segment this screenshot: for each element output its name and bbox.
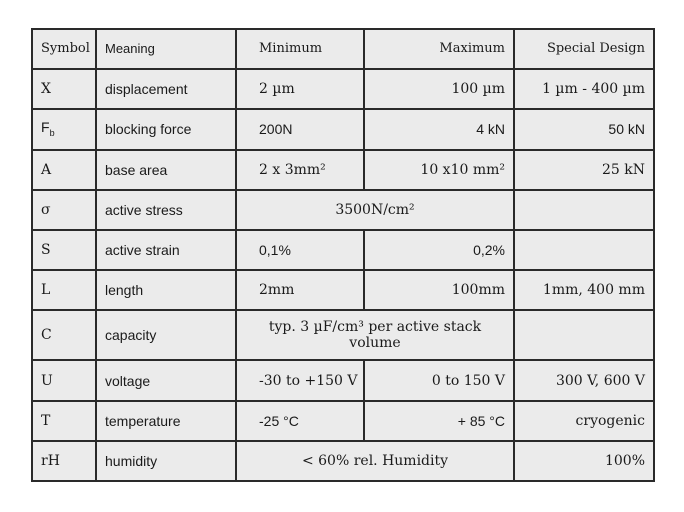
minimum-cell: 2mm bbox=[236, 270, 364, 310]
header-row bbox=[32, 29, 654, 69]
symbol-text: F bbox=[41, 118, 50, 135]
maximum-cell: 10 x10 mm² bbox=[364, 150, 514, 190]
header-symbol: Symbol bbox=[32, 29, 96, 69]
minimum-cell: -30 to +150 V bbox=[236, 360, 364, 400]
minimum-cell: -25 °C bbox=[236, 401, 364, 441]
table-row bbox=[32, 230, 654, 270]
symbol-cell: S bbox=[32, 230, 96, 270]
symbol-cell: σ bbox=[32, 190, 96, 230]
meaning-cell: active stress bbox=[96, 190, 236, 230]
special-design-cell: 25 kN bbox=[514, 150, 654, 190]
table-row bbox=[32, 69, 654, 109]
special-design-cell: cryogenic bbox=[514, 401, 654, 441]
table-row bbox=[32, 441, 654, 481]
minimum-cell: 0,1% bbox=[236, 230, 364, 270]
meaning-cell: base area bbox=[96, 150, 236, 190]
minimum-cell: 2 µm bbox=[236, 69, 364, 109]
symbol-cell: A bbox=[32, 150, 96, 190]
special-design-cell bbox=[514, 190, 654, 230]
header-maximum: Maximum bbox=[364, 29, 514, 69]
maximum-cell: 0,2% bbox=[364, 230, 514, 270]
symbol-cell bbox=[32, 109, 96, 149]
meaning-cell: capacity bbox=[96, 310, 236, 360]
special-design-cell: 100% bbox=[514, 441, 654, 481]
meaning-cell: active strain bbox=[96, 230, 236, 270]
table-row bbox=[32, 270, 654, 310]
minimum-cell: 2 x 3mm² bbox=[236, 150, 364, 190]
table-row bbox=[32, 190, 654, 230]
meaning-cell: temperature bbox=[96, 401, 236, 441]
table-row bbox=[32, 109, 654, 149]
maximum-cell: + 85 °C bbox=[364, 401, 514, 441]
maximum-cell: 100 µm bbox=[364, 69, 514, 109]
symbol-cell: rH bbox=[32, 441, 96, 481]
symbol-subscript: b bbox=[49, 127, 55, 138]
symbol-cell: X bbox=[32, 69, 96, 109]
specifications-table bbox=[31, 28, 655, 482]
meaning-cell: humidity bbox=[96, 441, 236, 481]
symbol-cell: C bbox=[32, 310, 96, 360]
table-row bbox=[32, 360, 654, 400]
header-minimum: Minimum bbox=[236, 29, 364, 69]
table-row bbox=[32, 150, 654, 190]
special-design-cell: 1 µm - 400 µm bbox=[514, 69, 654, 109]
meaning-cell: length bbox=[96, 270, 236, 310]
maximum-cell: 100mm bbox=[364, 270, 514, 310]
minimum-cell: 200N bbox=[236, 109, 364, 149]
range-cell: typ. 3 µF/cm³ per active stack volume bbox=[236, 310, 514, 360]
meaning-cell: displacement bbox=[96, 69, 236, 109]
symbol-cell: U bbox=[32, 360, 96, 400]
maximum-cell: 4 kN bbox=[364, 109, 514, 149]
symbol-cell: T bbox=[32, 401, 96, 441]
table-row bbox=[32, 310, 654, 360]
meaning-cell: voltage bbox=[96, 360, 236, 400]
maximum-cell: 0 to 150 V bbox=[364, 360, 514, 400]
table-row bbox=[32, 401, 654, 441]
range-cell: < 60% rel. Humidity bbox=[236, 441, 514, 481]
special-design-cell: 300 V, 600 V bbox=[514, 360, 654, 400]
header-meaning: Meaning bbox=[96, 29, 236, 69]
special-design-cell bbox=[514, 230, 654, 270]
meaning-cell: blocking force bbox=[96, 109, 236, 149]
symbol-cell: L bbox=[32, 270, 96, 310]
special-design-cell: 50 kN bbox=[514, 109, 654, 149]
special-design-cell bbox=[514, 310, 654, 360]
range-cell: 3500N/cm² bbox=[236, 190, 514, 230]
header-special-design: Special Design bbox=[514, 29, 654, 69]
special-design-cell: 1mm, 400 mm bbox=[514, 270, 654, 310]
